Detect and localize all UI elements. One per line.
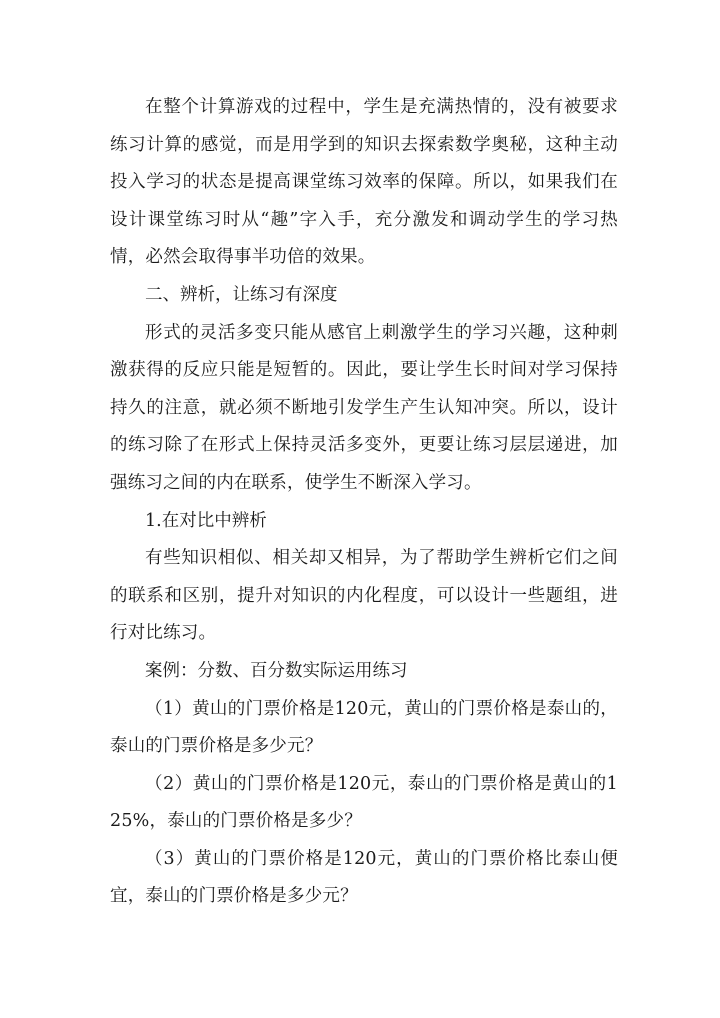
subheading-contrast-analysis: 1.在对比中辨析 <box>145 510 267 531</box>
paragraph-cognitive-conflict: 形式的灵活多变只能从感官上刺激学生的学习兴趣，这种刺激获得的反应只能是短暂的。因此，要让学生长时间对学习保持持久的注意，就必须不断地引发学生产生认知冲突。所以，设计的练习除了在形式上保持灵活多变外，更要让练习层层递进，加强练习之间的内在联系，使学生不断深入学习。 <box>110 322 618 493</box>
section-heading-analysis: 二、辨析，让练习有深度 <box>145 284 338 305</box>
paragraph-calculation-game: 在整个计算游戏的过程中，学生是充满热情的，没有被要求练习计算的感觉，而是用学到的知识去探索数学奥秘，这种主动投入学习的状态是提高课堂练习效率的保障。所以，如果我们在设计课堂练习时从“趣”字入手，充分激发和调动学生的学习热情，必然会取得事半功倍的效果。 <box>110 97 618 268</box>
paragraph-problem-groups: 有些知识相似、相关却又相异，为了帮助学生辨析它们之间的联系和区别，提升对知识的内化程度，可以设计一些题组，进行对比练习。 <box>110 548 618 644</box>
exercise-item-3: （3）黄山的门票价格是120元，黄山的门票价格比泰山便宜，泰山的门票价格是多少元？ <box>110 848 618 907</box>
exercise-item-1: （1）黄山的门票价格是120元，黄山的门票价格是泰山的，泰山的门票价格是多少元？ <box>110 698 618 757</box>
case-title: 案例：分数、百分数实际运用练习 <box>145 660 408 681</box>
document-body <box>110 89 618 916</box>
exercise-item-2: （2）黄山的门票价格是120元，泰山的门票价格是黄山的125%，泰山的门票价格是多少？ <box>110 773 618 832</box>
